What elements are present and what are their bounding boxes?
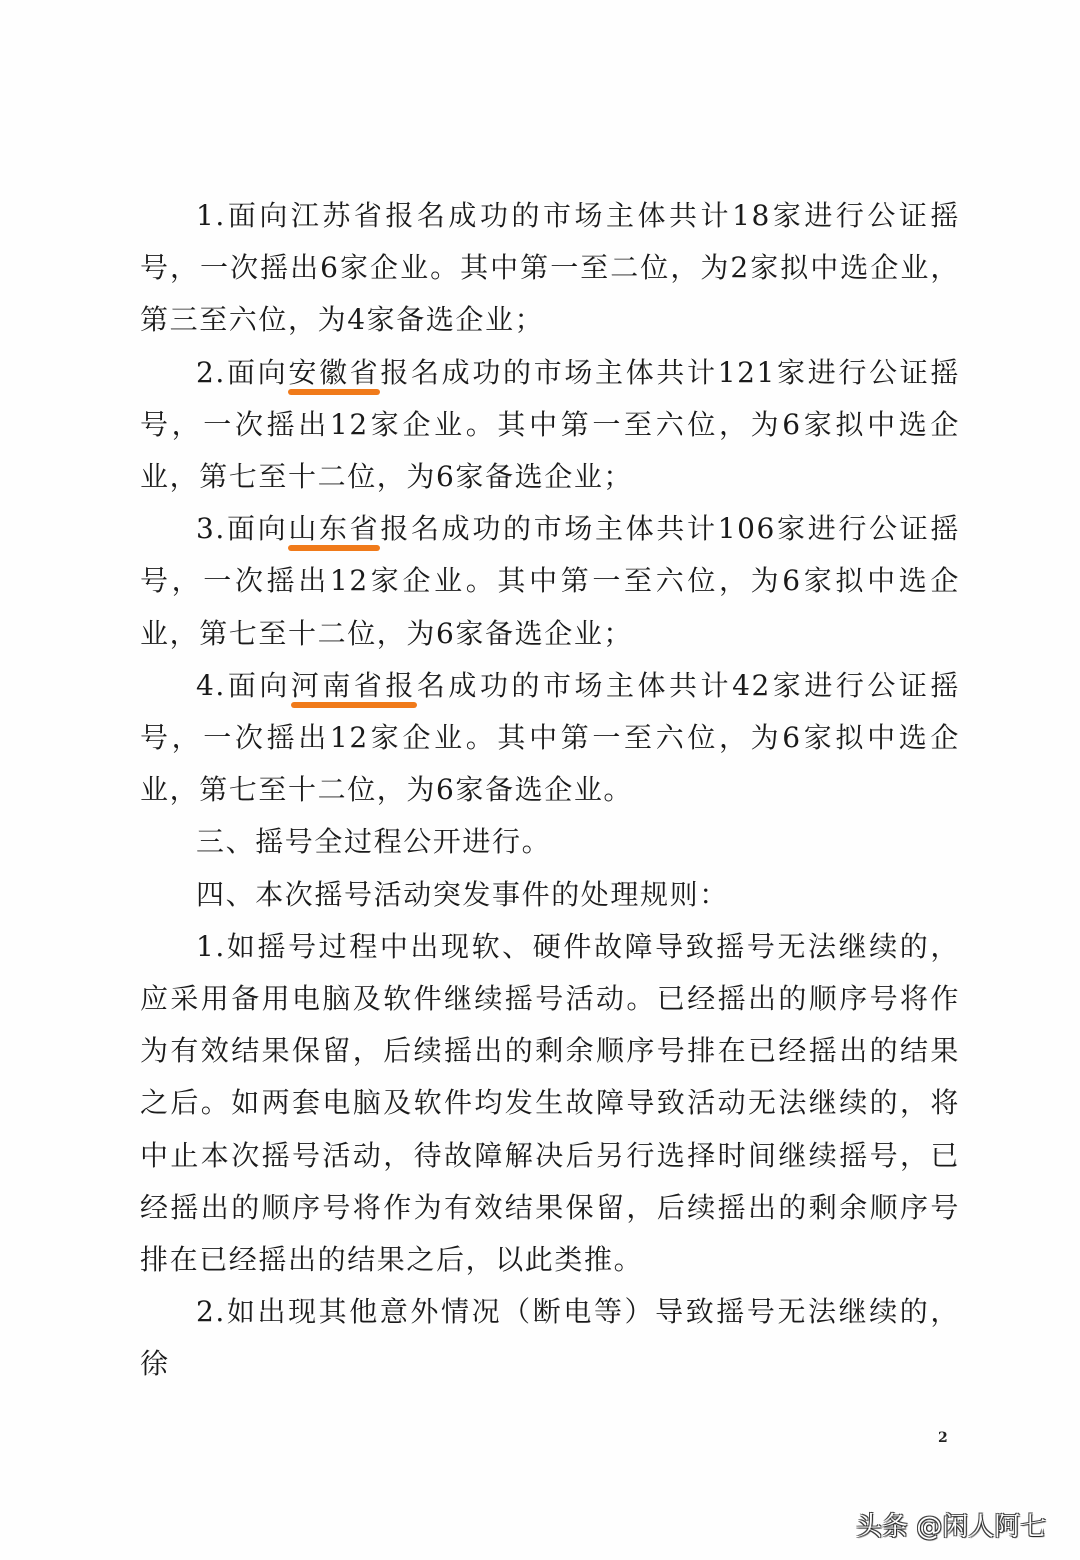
paragraph-text: 1.面向江苏省报名成功的市场主体共计18家进行公证摇号，一次摇出6家企业。其中第一至二位，为2家拟中选企业，第三至六位，为4家备选企业； xyxy=(140,199,960,337)
section-heading-four xyxy=(140,869,960,921)
heading-text: 三、摇号全过程公开进行。 xyxy=(196,825,552,859)
paragraph-text-before: 2.面向 xyxy=(196,355,289,389)
paragraph-jiangsu xyxy=(140,190,960,347)
paragraph-shandong xyxy=(140,503,960,660)
paragraph-rule-2 xyxy=(140,1286,960,1390)
highlight-underline-anhui: 安徽省 xyxy=(288,355,381,389)
highlight-underline-henan: 河南省报 xyxy=(290,668,417,702)
watermark: 头条 @闲人阿七 xyxy=(856,1512,1047,1542)
document-body xyxy=(140,190,960,1391)
page-number: 2 xyxy=(938,1430,948,1446)
paragraph-text: 1.如摇号过程中出现软、硬件故障导致摇号无法继续的，应采用备用电脑及软件继续摇号活动。已经摇出的顺序号将作为有效结果保留，后续摇出的剩余顺序号排在已经摇出的结果之后。如两套电脑及软件均发生故障导致活动无法继续的，将中止本次摇号活动，待故障解决后另行选择时间继续摇号，已经摇出的顺序号将作为有效结果保留，后续摇出的剩余顺序号排在已经摇出的结果之后，以此类推。 xyxy=(140,929,960,1277)
highlight-underline-shandong: 山东省 xyxy=(288,512,381,546)
paragraph-text-after: 名成功的市场主体共计42家进行公证摇号，一次摇出12家企业。其中第一至六位，为6家拟中选企业，第七至十二位，为6家备选企业。 xyxy=(140,668,960,807)
heading-text: 四、本次摇号活动突发事件的处理规则： xyxy=(196,877,729,911)
paragraph-text-before: 3.面向 xyxy=(196,512,289,546)
paragraph-text-after: 报名成功的市场主体共计106家进行公证摇号，一次摇出12家企业。其中第一至六位，为6家拟中选企业，第七至十二位，为6家备选企业； xyxy=(140,512,960,650)
paragraph-text-after: 报名成功的市场主体共计121家进行公证摇号，一次摇出12家企业。其中第一至六位，为6家拟中选企业，第七至十二位，为6家备选企业； xyxy=(140,355,960,494)
paragraph-rule-1 xyxy=(140,921,960,1286)
paragraph-anhui xyxy=(140,347,960,504)
section-heading-three xyxy=(140,816,960,868)
paragraph-text-before: 4.面向 xyxy=(196,668,291,702)
paragraph-text: 2.如出现其他意外情况（断电等）导致摇号无法继续的，徐 xyxy=(140,1295,960,1381)
paragraph-henan xyxy=(140,660,960,817)
